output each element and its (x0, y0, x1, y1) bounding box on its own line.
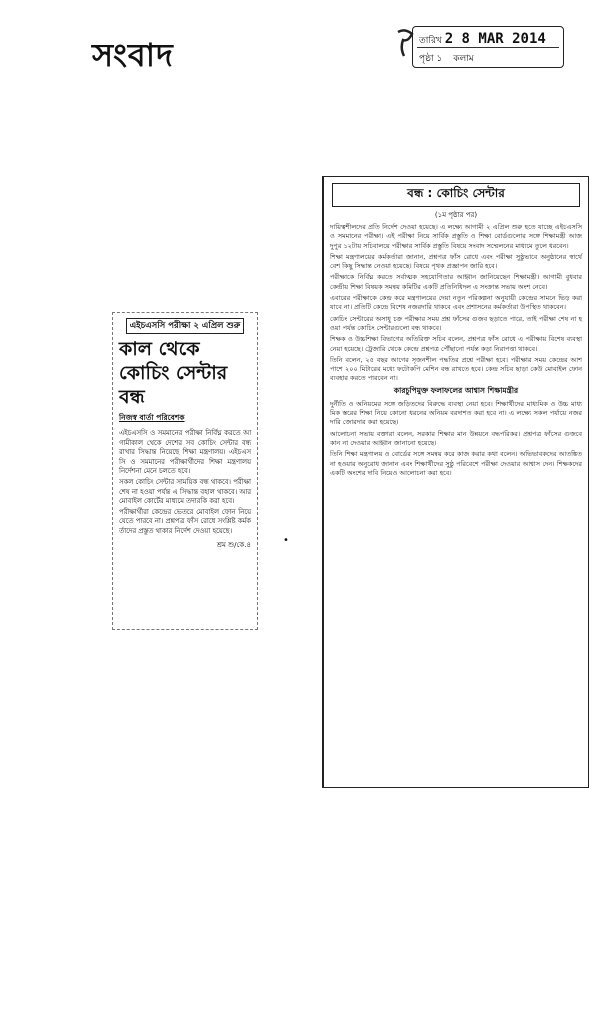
stamp-divider (417, 47, 559, 48)
body-paragraph: পরীক্ষার্থীরা কেন্দ্রের ভেতরে মোবাইল ফোন নিয়ে যেতে পারবে না। প্রশ্নপত্র ফাঁস রোধে সংশ্লিষ্ট কর্মকর্তাদের প্রস্তুত থাকার নির্দেশ দেওয়া হয়েছে। (119, 507, 251, 535)
clipping-kicker (119, 319, 251, 333)
body-paragraph: দুর্নীতি ও অনিয়মের সঙ্গে জড়িতদের বিরুদ্ধে ব্যবস্থা নেয়া হবে। শিক্ষার্থীদের মাধ্যমিক ও উচ্চ মাধ্যমিক স্তরের শিক্ষা নিয়ে কোনো ধরনের অনিয়ম বরদাশত করা হবে না। এ লক্ষ্যে সকল পর্যায়ে নজরদারি জোরদার করা হয়েছে। (330, 399, 582, 427)
stamp-box (412, 26, 564, 68)
body-paragraph: শিক্ষা মন্ত্রণালয়ের কর্মকর্তারা জানান, প্রশ্নপত্র ফাঁস রোধে এবং পরীক্ষা সুষ্ঠুভাবে অনুষ্ঠানের স্বার্থে বেশ কিছু সিদ্ধান্ত নেওয়া হয়েছে। বিষয়ে পৃথক প্রজ্ঞাপন জারি হবে। (330, 252, 582, 271)
front-page-clipping (112, 312, 258, 630)
body-paragraph: তিনি বলেন, ২৫ বছর আগের সৃজনশীল পদ্ধতির প্রশ্নে পরীক্ষা হবে। পরীক্ষার সময় কেন্দ্রের আশপাশে ২০০ মিটারের মধ্যে ফটোকপি মেশিন বন্ধ রাখতে হবে। কেন্দ্র সচিব ছাড়া কেউ মোবাইল ফোন ব্যবহার করতে পারবেন না। (330, 355, 582, 383)
stamp-date-value: 2 8 MAR 2014 (444, 31, 546, 47)
body-paragraph: কোচিং সেন্টারের অসাধু চক্র পরীক্ষার সময় প্রশ্ন ফাঁসের গুজব ছড়াতে পারে, তাই পরীক্ষা শেষ না হওয়া পর্যন্ত কোচিং সেন্টারগুলো বন্ধ থাকবে। (330, 314, 582, 332)
continuation-clipping (322, 176, 589, 788)
stamp-page-label: পৃষ্ঠা (419, 54, 434, 64)
kicker-text: এইচএসসি পরীক্ষা ২ এপ্রিল শুরু (126, 318, 245, 334)
continuation-body (330, 223, 582, 384)
continuation-body-2 (330, 400, 582, 478)
stamp-page-value: ১ (436, 54, 443, 64)
stamp-date-row (419, 31, 546, 48)
clipping-headline: কাল থেকে কোচিং সেন্টার বন্ধ (119, 338, 228, 408)
continued-reference: শ্রম শু/কে.৪ (216, 540, 251, 549)
body-paragraph: সকল কোচিং সেন্টার সাময়িক বন্ধ থাকবে। পরীক্ষা শেষ না হওয়া পর্যন্ত এ সিদ্ধান্ত বহাল থাকবে। আর মোবাইল কোর্টের মাধ্যমে তদারকি করা হবে। (119, 477, 251, 506)
body-paragraph: এবারের পরীক্ষাকে কেন্দ্র করে মন্ত্রণালয়ের দেয়া নতুন পরিকল্পনা অনুযায়ী কেন্দ্রের সামনে ভিড় করা যাবে না। প্রতিটি কেন্দ্রে বিশেষ নজরদারি থাকবে এবং প্রশাসনের কর্মকর্তারা উপস্থিত থাকবেন। (330, 294, 582, 312)
body-paragraph: পরীক্ষাকে নির্বিঘ্ন করতে সর্বাত্মক সহযোগিতার আহ্বান জানিয়েছেন শিক্ষামন্ত্রী। আগামী বুধবার কেন্দ্রীয় শিক্ষা বিষয়ক সমন্বয় কমিটির একটি প্রতিনিধিদল এ সংক্রান্ত সভায় অংশ নেবে। (330, 273, 582, 291)
stamp-date-label: তারিখ (419, 36, 442, 46)
stamp-page-row (419, 51, 474, 66)
body-paragraph: শিক্ষক ও উচ্চশিক্ষা বিভাগের অতিরিক্ত সচিব বলেন, প্রশ্নপত্র ফাঁস রোধে এ পরীক্ষায় বিশেষ ব্যবস্থা নেয়া হয়েছে। ট্রেজারি থেকে কেন্দ্রে প্রশ্নপত্র পৌঁছানো পর্যন্ত কড়া নিরাপত্তা থাকবে। (330, 335, 582, 353)
clipping-body (119, 429, 251, 537)
continuation-title: বন্ধ : কোচিং সেন্টার (332, 183, 580, 207)
section-subhead: কারচুপিমুক্ত ফলাফলের আশ্বাস শিক্ষামন্ত্রীর (393, 385, 519, 395)
clipping-byline: নিজস্ব বার্তা পরিবেশক (119, 413, 185, 422)
body-paragraph: তিনি শিক্ষা মন্ত্রণালয় ও বোর্ডের সঙ্গে সমন্বয় করে কাজ করার কথা বলেন। অভিভাবকদের আতঙ্কিত না হওয়ার অনুরোধ জানান এবং শিক্ষার্থীদের সুষ্ঠু পরিবেশে পরীক্ষা দেওয়ার আশ্বাস দেন। শিক্ষকদের একটি অংশের দাবি নিয়েও আলোচনা করা হবে। (330, 450, 582, 477)
body-paragraph: এইচএসসি ও সমমানের পরীক্ষা নির্বিঘ্ন করতে আগামীকাল থেকে দেশের সব কোচিং সেন্টার বন্ধ রাখার সিদ্ধান্ত নিয়েছে শিক্ষা মন্ত্রণালয়। এইচএসসি ও সমমানের পরীক্ষার্থীদের শিক্ষা মন্ত্রণালয় নির্দেশনা মেনে চলতে হবে। (119, 429, 251, 476)
newspaper-masthead: সংবাদ (92, 36, 174, 74)
stamp-column-label: কলাম (453, 54, 474, 64)
continued-from-label: (১ম পৃষ্ঠার পর) (434, 211, 478, 219)
body-paragraph: আলোচনা সভায় বক্তারা বলেন, সরকার শিক্ষার মান উন্নয়নে বদ্ধপরিকর। প্রশ্নপত্র ফাঁসের গুজবে কান না দেওয়ার আহ্বান জানানো হয়েছে। (330, 429, 582, 447)
clipping-date-stamp (394, 22, 564, 68)
stray-mark: • (283, 535, 289, 546)
body-paragraph: দায়িত্বশীলদের প্রতি নির্দেশ দেওয়া হয়েছে। এ লক্ষ্যে আগামী ২ এপ্রিল শুরু হতে যাচ্ছে এইচএসসি ও সমমানের পরীক্ষা। এই পরীক্ষা নিয়ে সার্বিক প্রস্তুতি ও শিক্ষা বোর্ডগুলোর সঙ্গে শিক্ষামন্ত্রী আজ দুপুর ১২টায় সচিবালয়ে পরীক্ষার সার্বিক প্রস্তুতি বিষয়ে সংবাদ সম্মেলনের মাধ্যমে তুলে ধরবেন। (330, 223, 582, 250)
